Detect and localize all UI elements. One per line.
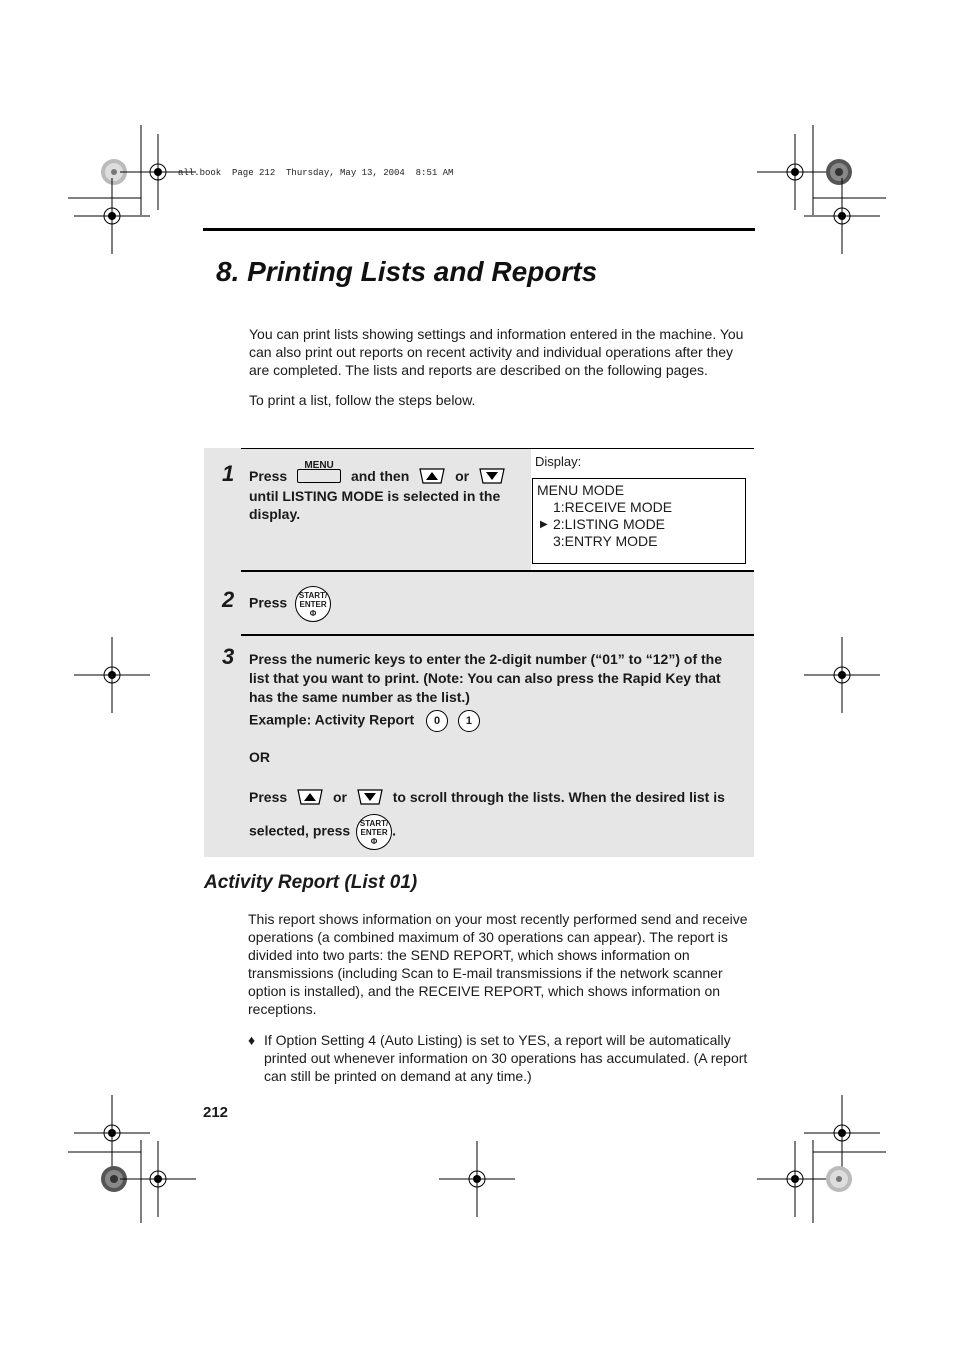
intro-paragraph-1: You can print lists showing settings and information entered in the machine. You can also print out reports on recent activity and individual operations after they are completed. The lists and reports are described on the following pages. [249, 326, 744, 378]
start-key-symbol: Φ [309, 609, 317, 618]
step3-example-label: Example: Activity Report [249, 711, 415, 728]
step3-selected-line [249, 814, 396, 850]
step3-scroll-text: to scroll through the lists. When the desired list is [392, 789, 725, 805]
start-key-line2: ENTER [299, 600, 327, 609]
step3-scroll-line [249, 788, 725, 806]
display-line-1: MENU MODE [537, 482, 625, 498]
start-enter-key-icon [295, 586, 331, 622]
up-arrow-key-icon [295, 789, 325, 805]
menu-key-label: MENU [304, 460, 334, 471]
display-line-4: 3:ENTRY MODE [553, 533, 658, 549]
step3-or-word: OR [249, 749, 270, 765]
section-heading: Activity Report (List 01) [204, 872, 418, 893]
step1-press: Press [249, 468, 288, 484]
step3-divider [241, 634, 754, 636]
step-number-3: 3 [222, 644, 235, 669]
down-arrow-key-icon [477, 468, 507, 484]
display-label: Display: [535, 454, 582, 469]
step3-period: . [392, 822, 396, 839]
step1-rest: until LISTING MODE is selected in the display. [249, 488, 501, 522]
display-line-3-row [537, 516, 745, 533]
page-number: 212 [203, 1104, 229, 1121]
step3-instruction: Press the numeric keys to enter the 2-digit number (“01” to “12”) of the list that you want to print. (Note: You can also press the Rapid Key that has the same number as the list.) [249, 651, 722, 705]
start-key-line1: START/ [359, 819, 389, 828]
step3-or: or [332, 789, 347, 805]
step1-or: or [455, 468, 470, 484]
display-pointer-icon: ▶ [540, 519, 548, 530]
step1-instruction [249, 460, 529, 523]
step3-example [249, 710, 480, 732]
chapter-title: 8. Printing Lists and Reports [216, 256, 598, 287]
start-key-line1: START/ [298, 591, 328, 600]
bullet-diamond-icon: ♦ [248, 1032, 256, 1048]
digit-1-key-icon: 1 [458, 710, 480, 732]
down-arrow-key-icon [355, 789, 385, 805]
display-line-3: 2:LISTING MODE [553, 516, 666, 532]
intro-text [249, 325, 749, 409]
step3-selected-press: selected, press [249, 822, 351, 839]
step-number-2: 2 [222, 587, 235, 612]
intro-paragraph-2: To print a list, follow the steps below. [249, 392, 476, 408]
step-number-1: 1 [222, 461, 235, 486]
step2-instruction [249, 586, 331, 622]
file-info-header: all.book Page 212 Thursday, May 13, 2004 8:51 AM [178, 168, 454, 178]
menu-key [297, 460, 341, 483]
section-body: This report shows information on your most recently performed send and receive operations (a combined maximum of 30 operations can appear). The report is divided into two parts: the SEND REPORT, which shows information on transmissions (including Scan to E-mail transmissions if the network scanner option is installed), and the RECEIVE REPORT, which shows information on receptions. [248, 911, 748, 1017]
start-key-symbol: Φ [370, 837, 378, 846]
step3-press: Press [249, 789, 288, 805]
lcd-display [532, 478, 746, 564]
start-enter-key-icon [356, 814, 392, 850]
digit-0-key-icon: 0 [426, 710, 448, 732]
step1-and-then: and then [350, 468, 410, 484]
bullet-item [248, 1031, 748, 1085]
step2-press: Press [249, 594, 288, 611]
start-key-line2: ENTER [360, 828, 388, 837]
step2-divider [241, 570, 754, 572]
up-arrow-key-icon [417, 468, 447, 484]
title-rule [203, 228, 755, 231]
bullet-text: If Option Setting 4 (Auto Listing) is set to YES, a report will be automatically printed out whenever information on 30 operations has accumulated. (A report can still be printed on demand at any time.) [264, 1032, 748, 1084]
display-line-2: 1:RECEIVE MODE [553, 499, 673, 515]
